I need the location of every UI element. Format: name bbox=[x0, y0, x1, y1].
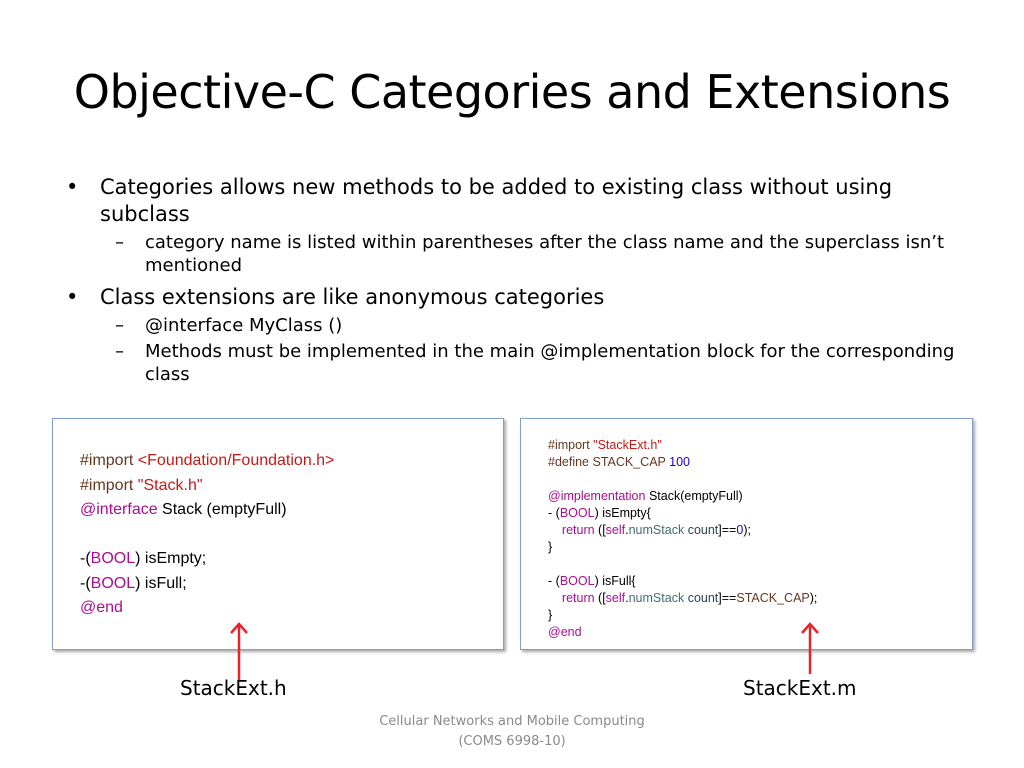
code-token: BOOL bbox=[90, 574, 136, 592]
code-token: #import bbox=[548, 438, 594, 452]
header-code bbox=[80, 449, 334, 621]
code-token: self bbox=[605, 591, 626, 605]
sub-bullet-item bbox=[60, 231, 980, 277]
code-token: count bbox=[687, 591, 719, 605]
code-token: BOOL bbox=[90, 550, 136, 567]
code-token: ]== bbox=[718, 591, 737, 605]
code-line bbox=[548, 590, 817, 607]
sub-bullet-item bbox=[60, 340, 980, 386]
code-token: ([ bbox=[594, 591, 606, 605]
bullet-list bbox=[60, 172, 980, 386]
bullet-text: Categories allows new methods to be added to existing class without using subclass bbox=[100, 175, 893, 226]
code-token: ]== bbox=[718, 523, 737, 537]
code-token: "Stack.h" bbox=[137, 476, 203, 494]
code-token: Stack(emptyFull) bbox=[645, 489, 743, 503]
code-line bbox=[80, 596, 334, 621]
code-line bbox=[80, 474, 334, 499]
code-token: BOOL bbox=[559, 506, 595, 520]
code-token: @end bbox=[548, 625, 582, 639]
code-token: #define STACK_CAP bbox=[548, 455, 670, 469]
code-line bbox=[80, 572, 334, 597]
code-line bbox=[548, 488, 817, 505]
code-token: return bbox=[561, 591, 595, 605]
bullet-dot-icon: • bbox=[66, 285, 79, 309]
sub-bullet-text: @interface MyClass () bbox=[145, 315, 343, 336]
code-token: ); bbox=[743, 523, 751, 537]
code-token: numStack bbox=[628, 591, 685, 605]
code-line bbox=[80, 498, 334, 523]
dash-icon: – bbox=[115, 315, 124, 336]
footer-course-name: Cellular Networks and Mobile Computing bbox=[379, 714, 645, 729]
code-line bbox=[548, 624, 817, 641]
code-token: } bbox=[548, 608, 553, 622]
code-token: -( bbox=[80, 574, 91, 592]
code-line bbox=[548, 454, 817, 471]
code-token: #import bbox=[80, 452, 138, 469]
sub-bullet-text: Methods must be implemented in the main @implementation block for the corresponding class bbox=[145, 341, 955, 385]
slide-title: Objective-C Categories and Extensions bbox=[73, 65, 951, 119]
code-token: 0 bbox=[736, 523, 744, 537]
footer-course-code: (COMS 6998-10) bbox=[458, 734, 566, 749]
sub-bullet-text: category name is listed within parentheses after the class name and the superclass isn’t mentioned bbox=[145, 232, 945, 276]
code-token: . bbox=[625, 523, 629, 537]
code-line bbox=[80, 449, 334, 474]
code-token: #import bbox=[80, 476, 138, 494]
code-token: 100 bbox=[669, 455, 690, 469]
code-token: @interface bbox=[80, 501, 158, 518]
code-token: ); bbox=[809, 591, 818, 605]
code-token bbox=[548, 591, 562, 605]
code-token: ([ bbox=[594, 523, 606, 537]
code-token: numStack bbox=[628, 523, 685, 537]
dash-icon: – bbox=[115, 232, 124, 253]
arrow-up-icon bbox=[799, 620, 821, 676]
code-line bbox=[80, 523, 334, 548]
arrow-up-icon bbox=[228, 620, 250, 682]
code-line bbox=[548, 471, 817, 488]
code-token: @implementation bbox=[548, 489, 646, 503]
code-line bbox=[548, 437, 817, 454]
code-token: ) isEmpty{ bbox=[594, 506, 651, 520]
header-file-label: StackExt.h bbox=[180, 676, 287, 700]
code-line bbox=[548, 556, 817, 573]
code-token: - ( bbox=[548, 574, 560, 588]
impl-file-label: StackExt.m bbox=[743, 676, 857, 700]
code-token: } bbox=[548, 540, 553, 554]
dash-icon: – bbox=[115, 341, 124, 362]
bullet-item bbox=[60, 284, 980, 311]
code-token: - ( bbox=[548, 506, 560, 520]
impl-code bbox=[548, 437, 817, 641]
code-token: self bbox=[605, 523, 626, 537]
code-token: ) isFull; bbox=[135, 574, 187, 592]
code-token: . bbox=[625, 591, 629, 605]
code-line bbox=[548, 607, 817, 624]
code-token: ) isFull{ bbox=[594, 574, 636, 588]
code-token: return bbox=[561, 523, 595, 537]
bullet-text: Class extensions are like anonymous categories bbox=[100, 285, 605, 309]
code-token: -( bbox=[80, 550, 91, 567]
sub-bullet-item bbox=[60, 314, 980, 337]
footer bbox=[312, 712, 712, 752]
impl-code-box bbox=[520, 418, 973, 650]
code-token: @end bbox=[80, 599, 123, 616]
header-code-box bbox=[52, 418, 504, 650]
code-line bbox=[80, 547, 334, 572]
code-line bbox=[548, 505, 817, 522]
code-token: BOOL bbox=[559, 574, 595, 588]
code-token: STACK_CAP bbox=[736, 591, 810, 605]
code-line bbox=[548, 573, 817, 590]
bullet-dot-icon: • bbox=[66, 175, 79, 199]
code-token: ) isEmpty; bbox=[135, 550, 207, 567]
code-line bbox=[548, 539, 817, 556]
code-token bbox=[548, 523, 562, 537]
code-token: Stack (emptyFull) bbox=[157, 501, 287, 518]
code-token: <Foundation/Foundation.h> bbox=[137, 452, 335, 469]
code-token: "StackExt.h" bbox=[593, 438, 662, 452]
bullet-item bbox=[60, 174, 980, 228]
code-line bbox=[548, 522, 817, 539]
code-token: count bbox=[687, 523, 719, 537]
